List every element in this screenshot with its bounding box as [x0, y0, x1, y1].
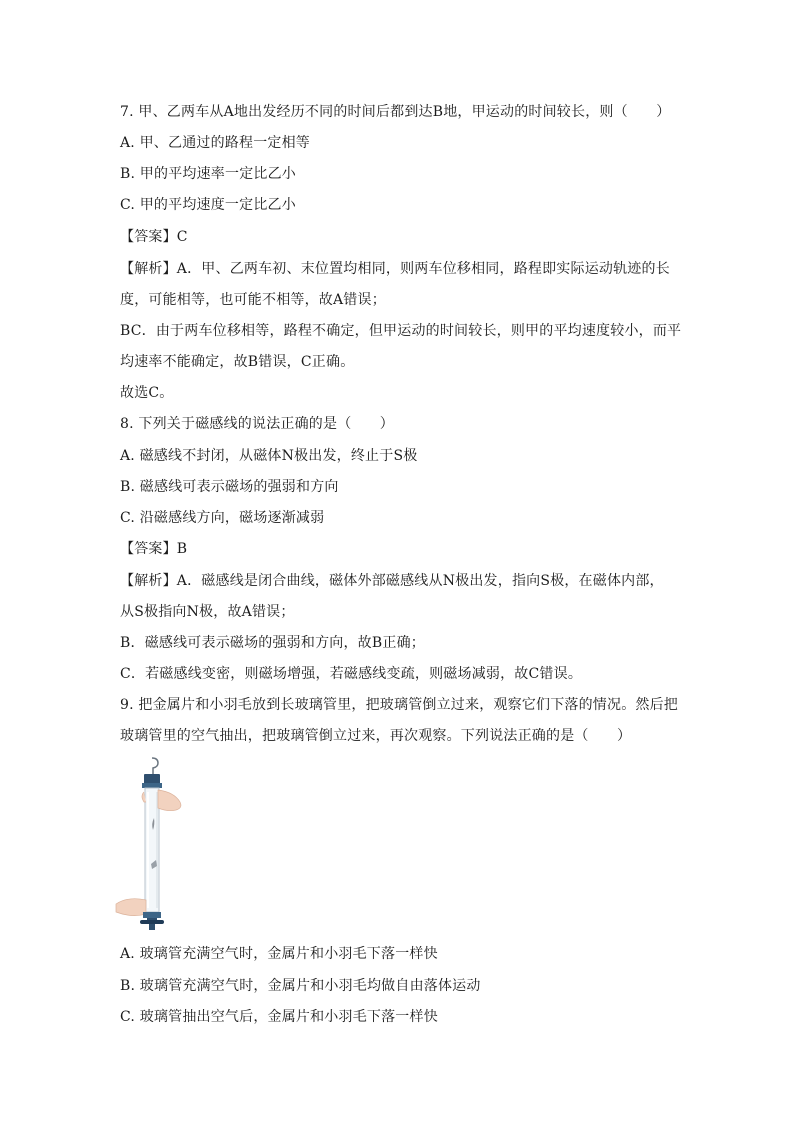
q7-option-a: A. 甲、乙通过的路程一定相等: [120, 135, 311, 151]
q8-option-b: B. 磁感线可表示磁场的强弱和方向: [120, 479, 339, 495]
q8-analysis-1: 【解析】A．磁感线是闭合曲线，磁体外部磁感线从N极出发，指向S极，在磁体内部，: [120, 573, 664, 589]
q7-stem: 7. 甲、乙两车从A地出发经历不同的时间后都到达B地，甲运动的时间较长，则（ ）: [120, 104, 671, 120]
q7-analysis-4: 均速率不能确定，故B错误，C正确。: [120, 354, 355, 370]
q9-option-b: B. 玻璃管充满空气时，金属片和小羽毛均做自由落体运动: [120, 978, 481, 994]
q8-answer: 【答案】B: [120, 541, 188, 557]
q8-analysis-2: 从S极指向N极，故A错误；: [120, 604, 295, 620]
q8-analysis-3: B．磁感线可表示磁场的强弱和方向，故B正确；: [120, 635, 425, 651]
q9-option-c: C. 玻璃管抽出空气后，金属片和小羽毛下落一样快: [120, 1009, 438, 1025]
q8-stem: 8. 下列关于磁感线的说法正确的是（ ）: [120, 416, 395, 432]
q7-analysis-1: 【解析】A．甲、乙两车初、末位置均相同，则两车位移相同，路程即实际运动轨迹的长: [120, 261, 670, 277]
q9-option-a: A. 玻璃管充满空气时，金属片和小羽毛下落一样快: [120, 946, 438, 962]
q7-answer: 【答案】C: [120, 229, 188, 245]
glass-tube-figure-icon: [114, 756, 194, 932]
q9-stem-1: 9. 把金属片和小羽毛放到长玻璃管里，把玻璃管倒立过来，观察它们下落的情况。然后把: [120, 697, 679, 713]
q7-option-c: C. 甲的平均速度一定比乙小: [120, 197, 296, 213]
q8-option-c: C. 沿磁感线方向，磁场逐渐减弱: [120, 510, 325, 526]
q7-analysis-5: 故选C。: [120, 385, 174, 401]
q9-stem-2: 玻璃管里的空气抽出，把玻璃管倒立过来，再次观察。下列说法正确的是（ ）: [120, 728, 632, 744]
q8-analysis-4: C．若磁感线变密，则磁场增强，若磁感线变疏，则磁场减弱，故C错误。: [120, 666, 583, 682]
q7-analysis-3: BC．由于两车位移相等，路程不确定，但甲运动的时间较长，则甲的平均速度较小，而平: [120, 323, 682, 339]
q7-analysis-2: 度，可能相等，也可能不相等，故A错误；: [120, 292, 386, 308]
q7-option-b: B. 甲的平均速率一定比乙小: [120, 166, 296, 182]
q8-option-a: A. 磁感线不封闭，从磁体N极出发，终止于S极: [120, 448, 418, 464]
